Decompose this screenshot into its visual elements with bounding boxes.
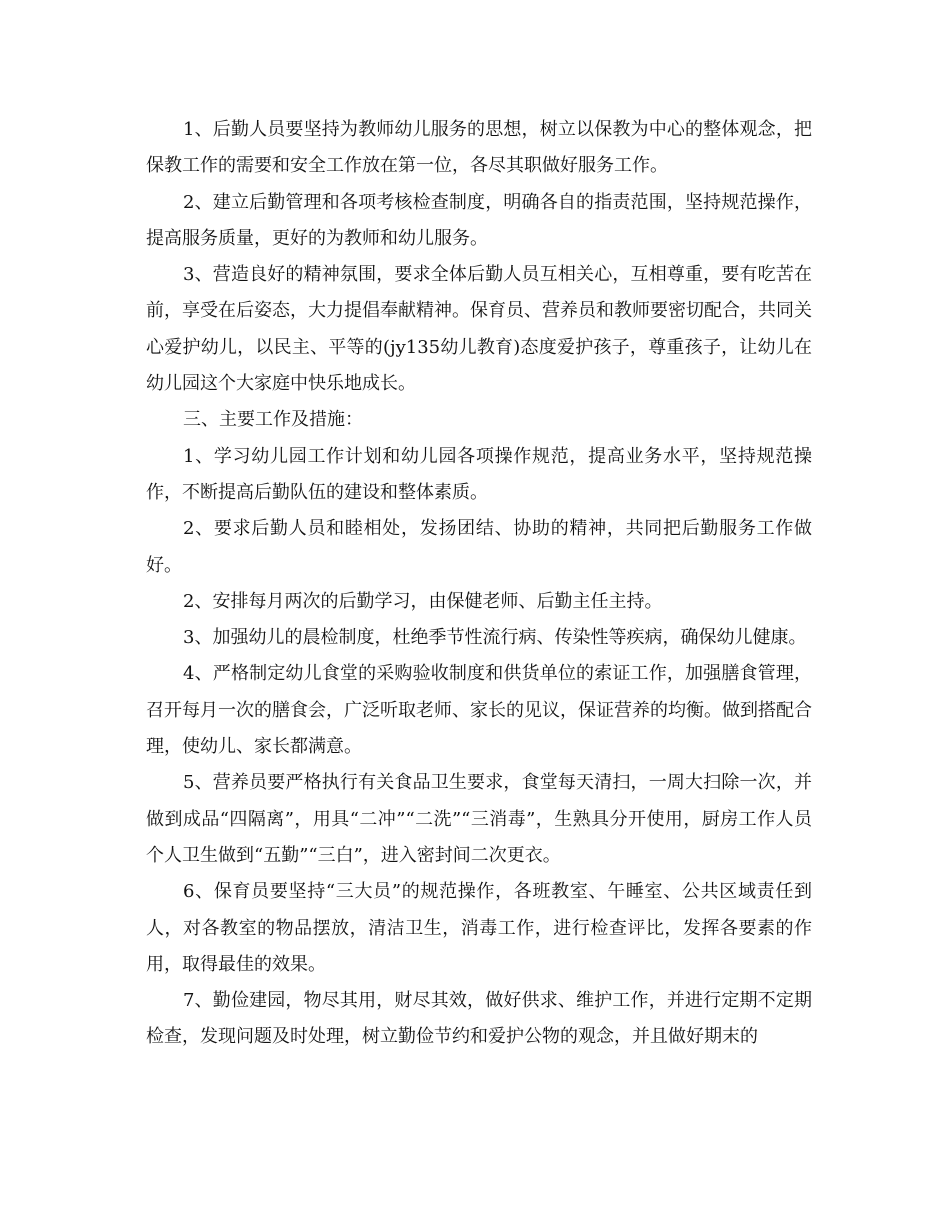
- paragraph-measure-5: 5、营养员要严格执行有关食品卫生要求，食堂每天清扫，一周大扫除一次，并做到成品“四隔离”，用具“二冲”“二洗”“三消毒”，生熟具分开使用，厨房工作人员个人卫生做到“五勤”“三白”，进入密封间二次更衣。: [146, 772, 812, 866]
- paragraph-measure-2b: 2、安排每月两次的后勤学习，由保健老师、后勤主任主持。: [183, 590, 663, 612]
- paragraph-measure-7: 7、勤俭建园，物尽其用，财尽其效，做好供求、维护工作，并进行定期不定期检查，发现问题及时处理，树立勤俭节约和爱护公物的观念，并且做好期末的: [146, 990, 812, 1048]
- paragraph-duty-1: 1、后勤人员要坚持为教师幼儿服务的思想，树立以保教为中心的整体观念，把保教工作的需要和安全工作放在第一位，各尽其职做好服务工作。: [146, 119, 812, 177]
- paragraph-duty-2: 2、建立后勤管理和各项考核检查制度，明确各自的指责范围，坚持规范操作，提高服务质量，更好的为教师和幼儿服务。: [146, 191, 812, 249]
- paragraph-measure-4: 4、严格制定幼儿食堂的采购验收制度和供货单位的索证工作，加强膳食管理，召开每月一次的膳食会，广泛听取老师、家长的见议，保证营养的均衡。做到搭配合理，使幼儿、家长都满意。: [146, 663, 812, 758]
- paragraph-measure-2a: 2、要求后勤人员和睦相处，发扬团结、协助的精神，共同把后勤服务工作做好。: [146, 518, 812, 576]
- paragraph-measure-1: 1、学习幼儿园工作计划和幼儿园各项操作规范，提高业务水平，坚持规范操作，不断提高后勤队伍的建设和整体素质。: [146, 445, 812, 503]
- paragraph-measure-3: 3、加强幼儿的晨检制度，杜绝季节性流行病、传染性等疾病，确保幼儿健康。: [183, 627, 807, 649]
- paragraph-duty-3: 3、营造良好的精神氛围，要求全体后勤人员互相关心，互相尊重，要有吃苦在前，享受在后姿态，大力提倡奉献精神。保育员、营养员和教师要密切配合，共同关心爱护幼儿，以民主、平等的(jy135幼儿教育)态度爱护孩子，尊重孩子，让幼儿在幼儿园这个大家庭中快乐地成长。: [146, 264, 812, 395]
- document-page: [146, 112, 812, 1056]
- paragraph-measure-6: 6、保育员要坚持“三大员”的规范操作，各班教室、午睡室、公共区域责任到人，对各教室的物品摆放，清洁卫生，消毒工作，进行检查评比，发挥各要素的作用，取得最佳的效果。: [146, 881, 812, 975]
- section-heading-main-work: 三、主要工作及措施：: [183, 409, 363, 431]
